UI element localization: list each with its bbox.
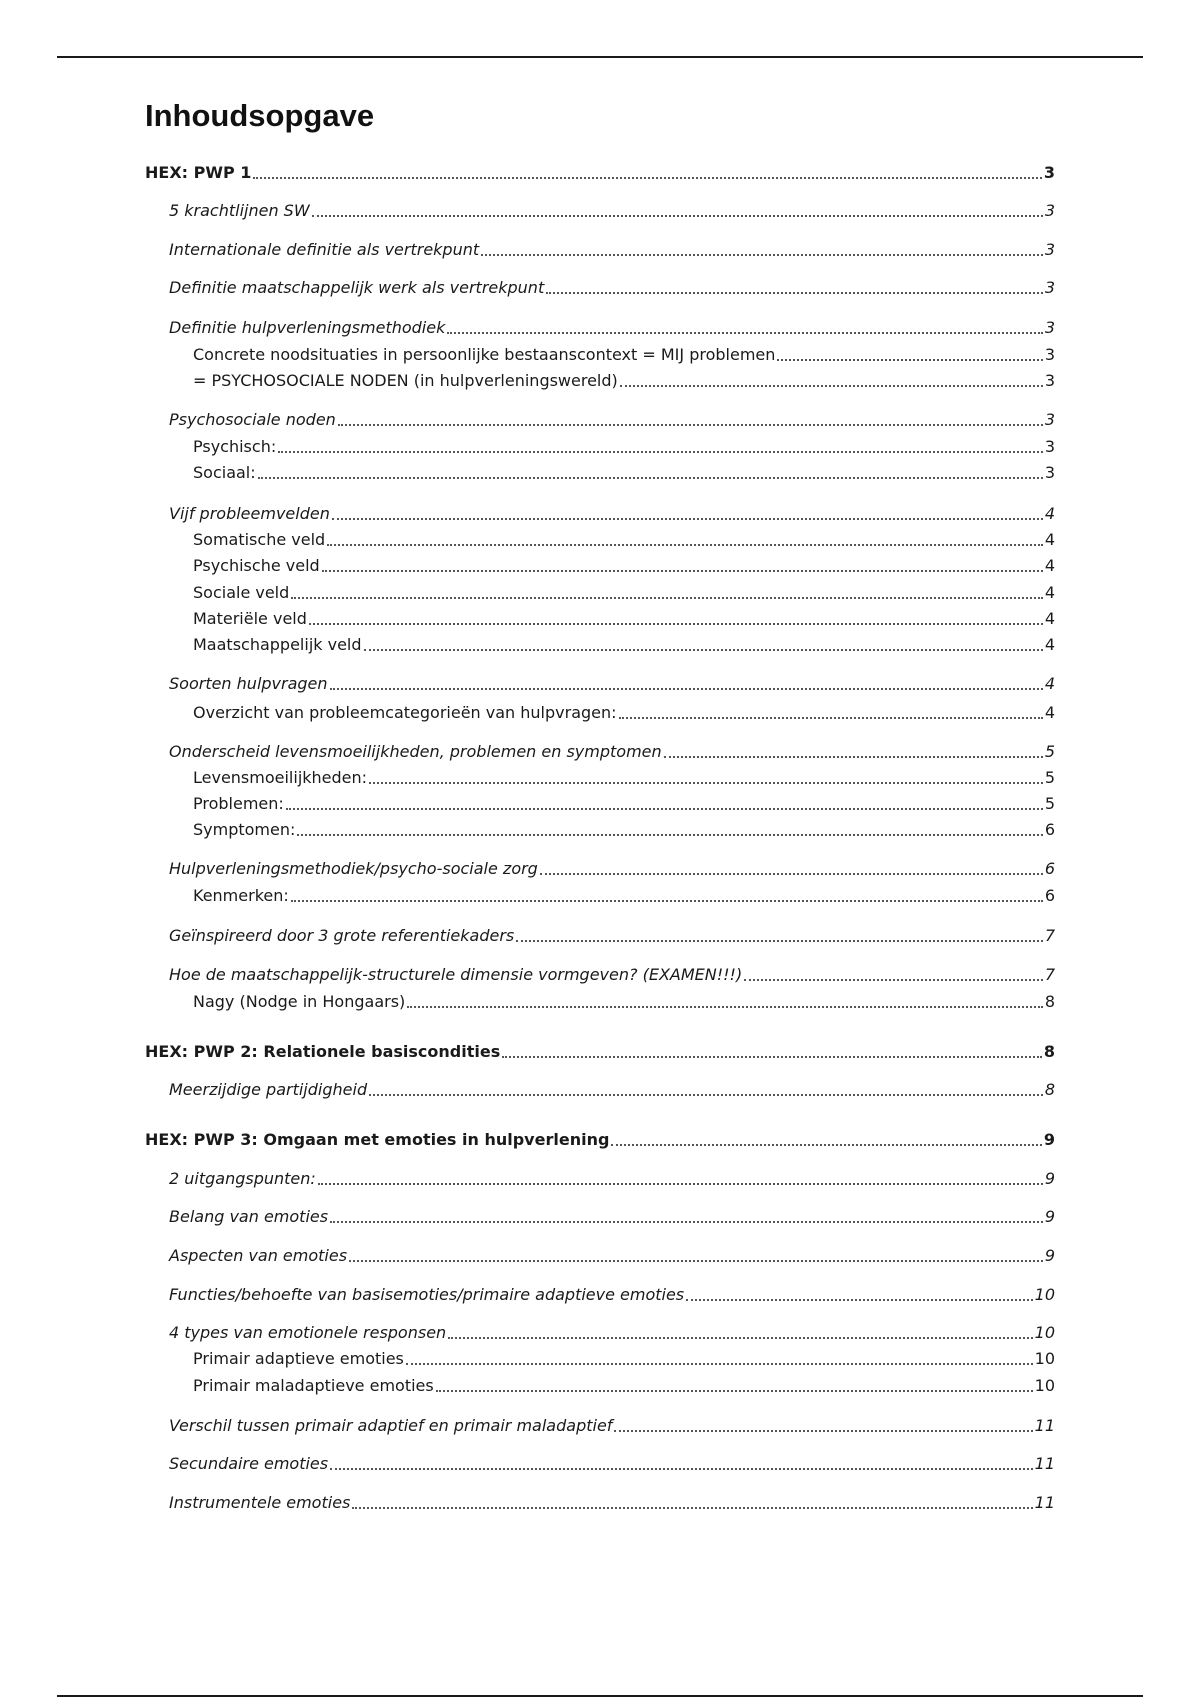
toc-entry-page-number: 9 xyxy=(1043,1130,1055,1149)
toc-entry-page-number: 10 xyxy=(1034,1376,1055,1395)
toc-entry-page-number: 4 xyxy=(1044,583,1055,602)
toc-entry[interactable] xyxy=(169,741,1055,763)
dot-leader xyxy=(777,359,1042,361)
toc-entry[interactable] xyxy=(169,277,1055,299)
dot-leader xyxy=(502,1056,1042,1058)
toc-entry[interactable] xyxy=(145,1129,1055,1151)
toc-entry[interactable] xyxy=(169,673,1055,695)
toc-entry-label: Somatische veld xyxy=(193,530,326,549)
toc-entry-page-number: 10 xyxy=(1034,1323,1055,1342)
toc-entry-page-number: 3 xyxy=(1044,240,1055,259)
toc-entry-page-number: 6 xyxy=(1044,886,1055,905)
toc-entry-label: 4 types van emotionele responsen xyxy=(169,1323,447,1342)
dot-leader xyxy=(291,900,1043,902)
toc-entry-label: Belang van emoties xyxy=(169,1207,329,1226)
toc-entry-label: HEX: PWP 2: Relationele basiscondities xyxy=(145,1042,501,1061)
toc-entry-label: Psychosociale noden xyxy=(169,410,336,429)
dot-leader xyxy=(253,177,1041,179)
toc-entry[interactable] xyxy=(193,702,1055,724)
toc-entry-label: Nagy (Nodge in Hongaars) xyxy=(193,992,406,1011)
dot-leader xyxy=(349,1260,1043,1262)
dot-leader xyxy=(258,477,1043,479)
toc-entry-label: Psychische veld xyxy=(193,556,320,575)
toc-entry-label: Sociale veld xyxy=(193,583,290,602)
toc-entry-page-number: 10 xyxy=(1034,1349,1055,1368)
toc-entry[interactable] xyxy=(193,767,1055,789)
toc-entry[interactable] xyxy=(145,1041,1055,1063)
toc-entry-page-number: 4 xyxy=(1044,703,1055,722)
toc-entry-label: 2 uitgangspunten: xyxy=(169,1169,316,1188)
toc-entry-label: Soorten hulpvragen xyxy=(169,674,328,693)
toc-entry[interactable] xyxy=(145,162,1055,184)
dot-leader xyxy=(330,688,1043,690)
dot-leader xyxy=(407,1006,1043,1008)
dot-leader xyxy=(744,979,1043,981)
toc-entry-page-number: 4 xyxy=(1044,635,1055,654)
toc-entry[interactable] xyxy=(193,608,1055,630)
toc-entry-label: Primair maladaptieve emoties xyxy=(193,1376,434,1395)
toc-entry-page-number: 3 xyxy=(1044,201,1055,220)
toc-entry-label: HEX: PWP 1 xyxy=(145,163,252,182)
toc-entry-page-number: 3 xyxy=(1044,463,1055,482)
dot-leader xyxy=(686,1299,1033,1301)
toc-entry-page-number: 6 xyxy=(1044,859,1055,878)
page-title: Inhoudsopgave xyxy=(145,98,375,133)
toc-entry-label: Instrumentele emoties xyxy=(169,1493,351,1512)
dot-leader xyxy=(611,1144,1041,1146)
toc-entry[interactable] xyxy=(169,858,1055,880)
toc-entry[interactable] xyxy=(169,1492,1055,1514)
toc-entry-page-number: 3 xyxy=(1044,437,1055,456)
toc-entry-label: Sociaal: xyxy=(193,463,256,482)
toc-entry-label: Psychisch: xyxy=(193,437,277,456)
dot-leader xyxy=(546,292,1043,294)
dot-leader xyxy=(332,518,1043,520)
toc-entry-label: Internationale definitie als vertrekpunt xyxy=(169,240,480,259)
toc-entry-page-number: 3 xyxy=(1044,410,1055,429)
dot-leader xyxy=(297,834,1042,836)
toc-entry[interactable] xyxy=(193,462,1055,484)
toc-entry[interactable] xyxy=(169,317,1055,339)
toc-entry[interactable] xyxy=(193,991,1055,1013)
dot-leader xyxy=(322,570,1043,572)
toc-entry-page-number: 3 xyxy=(1044,278,1055,297)
toc-entry-page-number: 9 xyxy=(1044,1246,1055,1265)
toc-entry[interactable] xyxy=(193,582,1055,604)
toc-entry-label: Symptomen: xyxy=(193,820,296,839)
toc-entry-page-number: 3 xyxy=(1044,345,1055,364)
toc-entry-label: Concrete noodsituaties in persoonlijke bestaanscontext = MIJ problemen xyxy=(193,345,776,364)
dot-leader xyxy=(619,717,1043,719)
toc-entry-page-number: 3 xyxy=(1044,371,1055,390)
dot-leader xyxy=(436,1390,1033,1392)
toc-entry[interactable] xyxy=(169,409,1055,431)
toc-entry[interactable] xyxy=(169,503,1055,525)
dot-leader xyxy=(309,623,1043,625)
toc-entry-page-number: 5 xyxy=(1044,742,1055,761)
dot-leader xyxy=(540,873,1043,875)
toc-entry-label: Levensmoeilijkheden: xyxy=(193,768,368,787)
toc-entry-page-number: 4 xyxy=(1044,674,1055,693)
dot-leader xyxy=(620,385,1043,387)
dot-leader xyxy=(516,940,1043,942)
toc-entry-page-number: 11 xyxy=(1034,1416,1055,1435)
toc-entry-page-number: 4 xyxy=(1044,609,1055,628)
toc-entry-label: Hulpverleningsmethodiek/psycho-sociale zorg xyxy=(169,859,538,878)
dot-leader xyxy=(312,215,1043,217)
toc-entry-label: Aspecten van emoties xyxy=(169,1246,348,1265)
toc-entry-label: Onderscheid levensmoeilijkheden, problemen en symptomen xyxy=(169,742,662,761)
toc-entry-page-number: 8 xyxy=(1044,1080,1055,1099)
toc-entry[interactable] xyxy=(169,925,1055,947)
toc-entry-page-number: 7 xyxy=(1044,926,1055,945)
toc-entry-label: HEX: PWP 3: Omgaan met emoties in hulpverlening xyxy=(145,1130,610,1149)
toc-entry-page-number: 4 xyxy=(1044,556,1055,575)
toc-entry-label: Secundaire emoties xyxy=(169,1454,329,1473)
toc-entry-label: Hoe de maatschappelijk-structurele dimensie vormgeven? (EXAMEN!!!) xyxy=(169,965,743,984)
toc-entry-label: Materiële veld xyxy=(193,609,307,628)
toc-entry-label: Meerzijdige partijdigheid xyxy=(169,1080,368,1099)
dot-leader xyxy=(286,808,1043,810)
toc-entry-page-number: 9 xyxy=(1044,1207,1055,1226)
toc-entry-page-number: 4 xyxy=(1044,530,1055,549)
toc-entry-label: Functies/behoefte van basisemoties/primaire adaptieve emoties xyxy=(169,1285,685,1304)
toc-entry-page-number: 8 xyxy=(1043,1042,1055,1061)
dot-leader xyxy=(448,1337,1032,1339)
toc-entry-page-number: 5 xyxy=(1044,794,1055,813)
toc-entry-label: Primair adaptieve emoties xyxy=(193,1349,404,1368)
dot-leader xyxy=(364,649,1043,651)
toc-entry-page-number: 5 xyxy=(1044,768,1055,787)
toc-entry-label: Problemen: xyxy=(193,794,284,813)
dot-leader xyxy=(318,1183,1043,1185)
toc-entry-label: Overzicht van probleemcategorieën van hulpvragen: xyxy=(193,703,617,722)
dot-leader xyxy=(664,756,1043,758)
toc-entry-label: Maatschappelijk veld xyxy=(193,635,362,654)
toc-entry[interactable] xyxy=(169,1245,1055,1267)
toc-entry[interactable] xyxy=(193,555,1055,577)
toc-entry[interactable] xyxy=(169,200,1055,222)
toc-entry[interactable] xyxy=(193,1348,1055,1370)
toc-entry[interactable] xyxy=(193,885,1055,907)
toc-entry-label: Verschil tussen primair adaptief en primair maladaptief xyxy=(169,1416,613,1435)
toc-entry[interactable] xyxy=(193,436,1055,458)
toc-entry-page-number: 11 xyxy=(1034,1493,1055,1512)
toc-entry-label: Definitie hulpverleningsmethodiek xyxy=(169,318,446,337)
toc-entry-page-number: 7 xyxy=(1044,965,1055,984)
toc-entry[interactable] xyxy=(169,1168,1055,1190)
toc-entry-page-number: 11 xyxy=(1034,1454,1055,1473)
toc-entry[interactable] xyxy=(169,1453,1055,1475)
toc-entry[interactable] xyxy=(193,634,1055,656)
toc-entry-label: 5 krachtlijnen SW xyxy=(169,201,310,220)
toc-entry-label: = PSYCHOSOCIALE NODEN (in hulpverleningswereld) xyxy=(193,371,618,390)
dot-leader xyxy=(338,424,1043,426)
toc-entry-label: Geïnspireerd door 3 grote referentiekaders xyxy=(169,926,515,945)
dot-leader xyxy=(369,1094,1043,1096)
dot-leader xyxy=(369,782,1043,784)
dot-leader xyxy=(406,1363,1033,1365)
toc-entry[interactable] xyxy=(193,793,1055,815)
toc-entry[interactable] xyxy=(169,964,1055,986)
footer-rule xyxy=(57,1695,1143,1697)
toc-entry-label: Kenmerken: xyxy=(193,886,289,905)
toc-entry[interactable] xyxy=(193,529,1055,551)
toc-entry[interactable] xyxy=(169,1284,1055,1306)
dot-leader xyxy=(352,1507,1032,1509)
dot-leader xyxy=(614,1430,1032,1432)
toc-entry[interactable] xyxy=(169,1322,1055,1344)
toc-entry[interactable] xyxy=(193,370,1055,392)
toc-entry[interactable] xyxy=(193,819,1055,841)
toc-entry-label: Vijf probleemvelden xyxy=(169,504,330,523)
toc-entry[interactable] xyxy=(193,1375,1055,1397)
dot-leader xyxy=(481,254,1043,256)
dot-leader xyxy=(330,1221,1043,1223)
dot-leader xyxy=(291,597,1043,599)
toc-entry[interactable] xyxy=(169,1415,1055,1437)
toc-entry[interactable] xyxy=(169,239,1055,261)
toc-entry[interactable] xyxy=(193,344,1055,366)
toc-entry[interactable] xyxy=(169,1206,1055,1228)
toc-entry-label: Definitie maatschappelijk werk als vertrekpunt xyxy=(169,278,545,297)
toc-entry-page-number: 3 xyxy=(1043,163,1055,182)
dot-leader xyxy=(330,1468,1033,1470)
dot-leader xyxy=(327,544,1043,546)
toc-entry-page-number: 3 xyxy=(1044,318,1055,337)
dot-leader xyxy=(278,451,1043,453)
toc-entry[interactable] xyxy=(169,1079,1055,1101)
toc-entry-page-number: 4 xyxy=(1044,504,1055,523)
toc-entry-page-number: 10 xyxy=(1034,1285,1055,1304)
toc-entry-page-number: 6 xyxy=(1044,820,1055,839)
dot-leader xyxy=(447,332,1042,334)
toc-entry-page-number: 9 xyxy=(1044,1169,1055,1188)
toc-entry-page-number: 8 xyxy=(1044,992,1055,1011)
